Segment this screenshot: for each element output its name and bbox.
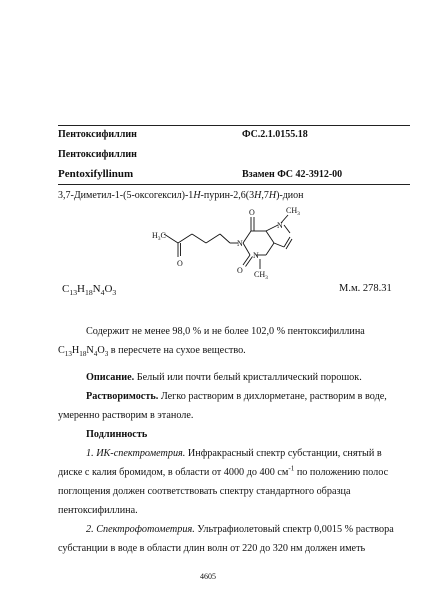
formula-h-count: 18: [79, 350, 87, 359]
formula-o-count: 3: [112, 288, 117, 298]
chemical-name-h: H: [254, 190, 262, 201]
molecular-formula: [62, 283, 117, 298]
chemical-name-part: )-дион: [276, 190, 304, 201]
content-paragraph: [58, 322, 410, 360]
methyl-left-label: [152, 231, 166, 242]
formula-c-count: 13: [69, 288, 78, 298]
drug-name-ru: Пентоксифиллин: [58, 129, 137, 140]
description-text: Белый или почти белый кристаллический порошок.: [134, 372, 362, 383]
formula-o: O: [104, 283, 113, 295]
ir-unit-sup: -1: [288, 464, 295, 473]
content-line-1: Содержит не менее 98,0 % и не более 102,0 % пентоксифиллина: [86, 326, 365, 337]
ir-text-2a: диске с калия бромидом, в области от 4000 до 400 см: [58, 467, 289, 478]
methyl-bottom-ch: CH: [254, 270, 266, 279]
formula-c: C: [58, 345, 65, 356]
header-top-rule: [58, 125, 410, 126]
uv-label: 2. Спектрофотометрия.: [86, 524, 195, 535]
chemical-name-h: H: [193, 190, 201, 201]
methyl-left-sub: 3: [157, 236, 161, 242]
methyl-top-ch: CH: [286, 206, 298, 215]
chemical-name-part: ,7: [261, 190, 269, 201]
formula-o: O: [97, 345, 105, 356]
uv-text-1: Ультрафиолетовый спектр 0,0015 % раствора: [194, 524, 394, 535]
formula-n-count: 4: [100, 288, 105, 298]
n7-label: N: [277, 221, 283, 230]
drug-name-ru-2: Пентоксифиллин: [58, 149, 137, 160]
solubility-label: Растворимость.: [86, 391, 159, 402]
formula-c: C: [62, 283, 70, 295]
ir-label: 1. ИК-спектрометрия.: [86, 448, 186, 459]
n3-label: N: [253, 251, 259, 260]
formula-o-count: 3: [104, 350, 109, 359]
oxygen-bottom-label: O: [237, 266, 243, 275]
formula-n-count: 4: [93, 350, 98, 359]
uv-line-1: [58, 520, 410, 539]
page-number: 4605: [200, 572, 216, 581]
chemical-name-part: -пурин-2,6(3: [200, 190, 255, 201]
formula-n: N: [86, 345, 94, 356]
fs-number: ФС.2.1.0155.18: [242, 129, 308, 140]
header-bottom-rule: [58, 184, 410, 185]
chemical-name-h: H: [268, 190, 277, 201]
ir-text-1: Инфракрасный спектр субстанции, снятый в: [185, 448, 382, 459]
description-label: Описание.: [86, 372, 135, 383]
methyl-top-sub: 3: [297, 211, 300, 217]
oxygen-top-label: O: [249, 208, 255, 217]
structural-formula: [150, 206, 310, 281]
solubility-line-1: [58, 387, 410, 406]
methyl-bottom-sub: 3: [265, 275, 268, 281]
identity-heading: Подлинность: [86, 429, 148, 440]
formula-h: H: [77, 283, 85, 295]
uv-line-2: субстанции в воде в области длин волн от 220 до 320 нм должен иметь: [58, 543, 366, 554]
n1-label: N: [237, 239, 243, 248]
ir-line-2: [58, 463, 410, 482]
chemical-name-part: 3,7-Диметил-1-(5-оксогексил)-1: [58, 190, 194, 201]
identity-section: [58, 425, 410, 558]
formula-h-count: 18: [84, 288, 93, 298]
solubility-line-2: умеренно растворим в этаноле.: [58, 410, 194, 421]
content-line-2-text: в пересчете на сухое вещество.: [108, 345, 246, 356]
ir-line-1: [58, 444, 410, 463]
chemical-name: [58, 190, 304, 201]
structure-bonds: [164, 215, 292, 269]
content-line-2: [58, 341, 410, 360]
methyl-left-h: H: [152, 231, 158, 240]
ir-text-2b: по положению полос: [294, 467, 389, 478]
methyl-left-c: C: [160, 231, 166, 240]
ir-line-4: пентоксифиллина.: [58, 505, 138, 516]
formula-h: H: [71, 345, 80, 356]
solubility-text-1: Легко растворим в дихлорметане, растворим в воде,: [158, 391, 387, 402]
methyl-bottom-label: [254, 270, 268, 281]
ir-line-3: поглощения должен соответствовать спектру стандартного образца: [58, 486, 351, 497]
content-formula: [58, 345, 109, 359]
latin-name: Pentoxifyllinum: [58, 168, 134, 180]
formula-c-count: 13: [64, 350, 72, 359]
solubility-paragraph: [58, 387, 410, 425]
replaces-fs: Взамен ФС 42-3912-00: [242, 169, 343, 180]
molar-mass: М.м. 278.31: [339, 283, 392, 294]
formula-n: N: [92, 283, 101, 295]
ketone-oxygen-label: O: [177, 259, 183, 268]
description-paragraph: [58, 368, 410, 387]
